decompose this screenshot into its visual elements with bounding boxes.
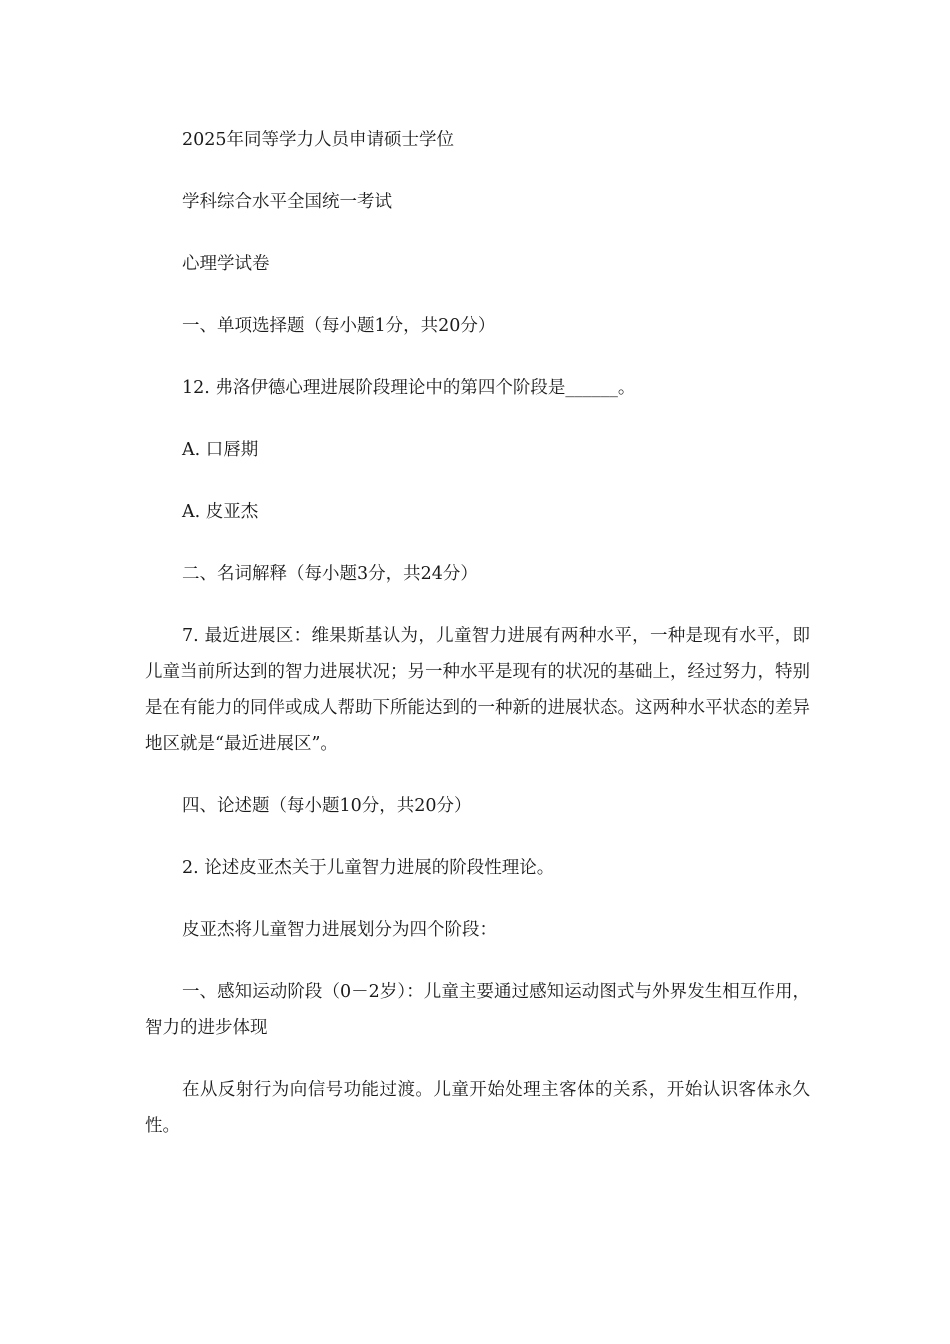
document-body (145, 122, 810, 1170)
definition-zone-of-proximal-development: 7. 最近进展区：维果斯基认为，儿童智力进展有两种水平，一种是现有水平，即儿童当前所达到的智力进展状况；另一种水平是现有的状况的基础上，经过努力，特别是在有能力的同伴或成人帮助下所能达到的一种新的进展状态。这两种水平状态的差异地区就是“最近进展区”。 (145, 626, 810, 754)
header-line-1: 2025年同等学力人员申请硕士学位 (182, 130, 455, 150)
section-heading-term-definition: 二、名词解释（每小题3分，共24分） (182, 564, 478, 584)
header-line-3: 心理学试卷 (182, 254, 270, 274)
answer-option-a: A. 口唇期 (182, 440, 259, 460)
answer-option-a-second: A. 皮亚杰 (182, 502, 259, 522)
essay-answer-intro: 皮亚杰将儿童智力进展划分为四个阶段： (182, 920, 497, 940)
section-heading-essay: 四、论述题（每小题10分，共20分） (182, 796, 472, 816)
question-12: 12. 弗洛伊德心理进展阶段理论中的第四个阶段是______。 (182, 378, 636, 398)
header-line-2: 学科综合水平全国统一考试 (182, 192, 392, 212)
section-heading-single-choice: 一、单项选择题（每小题1分，共20分） (182, 316, 496, 336)
essay-question-2: 2. 论述皮亚杰关于儿童智力进展的阶段性理论。 (182, 858, 555, 878)
essay-answer-stage-1: 一、感知运动阶段（0－2岁）：儿童主要通过感知运动图式与外界发生相互作用，智力的进步体现 (145, 982, 810, 1038)
essay-answer-stage-1-continued: 在从反射行为向信号功能过渡。儿童开始处理主客体的关系，开始认识客体永久性。 (145, 1080, 810, 1136)
